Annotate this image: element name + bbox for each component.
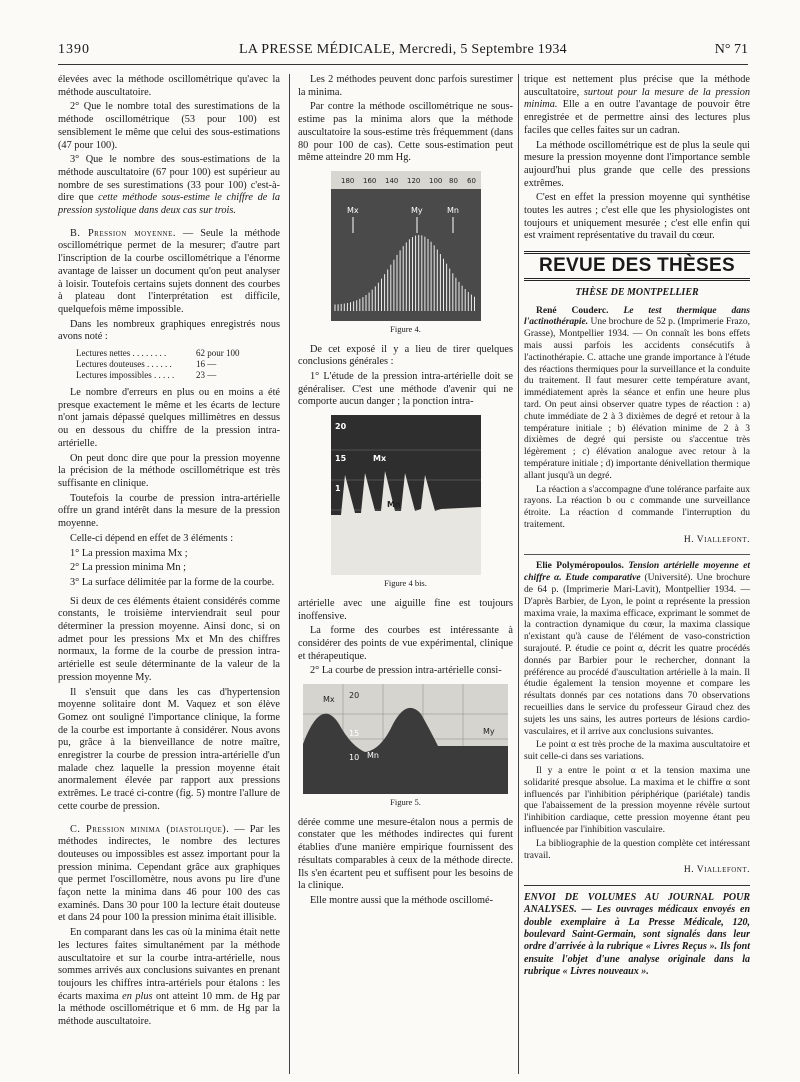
figure-caption: Figure 5.	[390, 797, 421, 808]
paragraph: Les 2 méthodes peuvent donc parfois surestimer la minima.	[298, 74, 513, 98]
list-item: 1° La pression maxima Mx ;	[70, 547, 188, 559]
paragraph: Toutefois la courbe de pression intra-artérielle offre un grand intérêt dans la mesure de la pression moyenne.	[58, 492, 280, 530]
paragraph: De cet exposé il y a lieu de tirer quelques conclusions générales :	[298, 343, 513, 368]
scale-label: 120	[406, 176, 420, 185]
mx-label: Mx	[372, 454, 386, 464]
subsection-title: THÈSE DE MONTPELLIER	[575, 286, 699, 298]
paragraph: La méthode oscillométrique est de plus la seule qui mesure la pression moyenne dont l'importance semble aujourd'hui plus grande que celle des pressions extrêmes.	[524, 139, 750, 189]
column-left	[58, 74, 280, 1031]
signature: H. Viallefont.	[683, 865, 750, 876]
mn-label: Mn	[367, 751, 379, 761]
column-right	[524, 74, 750, 978]
scale-label: 15	[349, 729, 360, 739]
scale-label: 20	[334, 422, 346, 432]
mx-label: Mx	[323, 695, 335, 705]
signature: H. Viallefont.	[683, 534, 750, 545]
section-title-revue-des-theses: REVUE DES THÈSES	[524, 251, 750, 281]
paragraph: Il y a entre le point α et la tension maxima une solidarité presque absolue. La maxima et le chiffre α sont influencés par l'inhibition périphérique (pariétale) tandis que l'abaissement de la pression moyenne révèle surtout l'inhibition cardiaque, cette pression moyenne étant peu influencée par l'inhibition vasculaire.	[524, 765, 750, 835]
my-label: My	[483, 727, 495, 737]
paragraph: 3° Que le nombre des sous-estimations de la méthode auscultatoire (67 pour 100) est supérieur au nombre de ses surestimations (33 pour 100) c'est-à-dire que cette méthode sous-estime le chiffre de la pression systolique dans deux cas sur trois.	[58, 154, 280, 217]
paragraph: Celle-ci dépend en effet de 3 éléments :	[70, 532, 234, 544]
scale-label: 140	[384, 176, 398, 185]
paragraph: B. Pression moyenne. — Seule la méthode oscillométrique permet de la mesurer; d'autre part l'inscription de la courbe oscillométrique a l'énorme avantage de laisser un document qu'on peut analyser à loisir. Toutefois certains sujets donnent des courbes à plateau dont l'interprétation est difficile, quelquefois même impossible.	[58, 227, 280, 315]
journal-title: LA PRESSE MÉDICALE, Mercredi, 5 Septembre 1934	[239, 42, 567, 57]
scale-label: 20	[349, 691, 360, 701]
paragraph: dérée comme une mesure-étalon nous a permis de constater que les méthodes indirectes qui furent établies d'une manière empirique fournissent des résultats comparables à ceux de la méthode directe. Ils s'en écartent peu et suffisent pour les besoins de la clinique.	[298, 816, 513, 892]
page-header	[58, 40, 748, 65]
paragraph: La réaction a s'accompagne d'une tolérance parfaite aux rayons. La réaction b ou c commande une surveillance étroite. La réaction d commande l'interruption du traitement.	[524, 484, 750, 530]
paragraph: Dans les nombreux graphiques enregistrés nous avons noté :	[58, 318, 280, 343]
paragraph: C'est en effet la pression moyenne qui synthétise toutes les autres ; c'est elle que les physiologistes ont toujours et uniquement mesurée ; c'est elle enfin qui est vraiment représentative du travail du cœur.	[524, 192, 750, 242]
paragraph: La bibliographie de la question complète cet intéressant travail.	[524, 838, 750, 861]
section-heading: C. Pression minima (diastolique).	[70, 823, 230, 835]
paragraph: Le nombre d'erreurs en plus ou en moins a été presque exactement le même et les écarts de lecture n'ont jamais dépassé quelques millimètres en dessus ou en dessous du chiffre de la pression intra-artérielle.	[58, 387, 280, 449]
paragraph: On peut donc dire que pour la pression moyenne la précision de la méthode oscillométrique est très suffisante en clinique.	[58, 452, 280, 489]
page-number: 1390	[58, 42, 90, 57]
notice-envoi-volumes: ENVOI DE VOLUMES AU JOURNAL POUR ANALYSES. — Les ouvrages médicaux envoyés en double exemplaire à La Presse Médicale, 120, boulevard Saint-Germain, sont signalés dans leur ordre d'arrivée à la rubrique « Livres Reçus ». Ils font ensuite l'objet d'une analyse originale dans la rubrique « Livres nouveaux ».	[524, 885, 750, 978]
paragraph: 2° Que le nombre total des surestimations de la méthode oscillométrique (53 pour 100) est sensiblement le même que celui des sous-estimations (47 pour 100).	[58, 101, 280, 151]
scale-label: 15	[334, 454, 346, 464]
divider	[524, 554, 750, 555]
scale-label: 10	[349, 753, 360, 763]
scale-label: 60	[466, 176, 476, 185]
mn-label: Mn	[446, 205, 459, 215]
paragraph: élevées avec la méthode oscillométrique qu'avec la méthode auscultatoire.	[58, 74, 280, 98]
paragraph: Le point α est très proche de la maxima auscultatoire et suit celle-ci dans ses variations.	[524, 740, 750, 763]
scale-label: 80	[448, 176, 458, 185]
paragraph: Par contre la méthode oscillométrique ne sous-estime pas la minima alors que la méthode auscultatoire la sous-estime très fréquemment (dans 80 pour 100 de cas). Cette sous-estimation peut même atteindre 20 mm Hg.	[298, 101, 513, 164]
scale-label: 1	[334, 484, 341, 494]
figure-caption: Figure 4 bis.	[384, 578, 427, 589]
figure-4bis-pressure-curve	[331, 415, 481, 575]
paragraph: C. Pression minima (diastolique). — Par les méthodes indirectes, le nombre des lectures douteuses ou impossibles est assez important pour la pression minima. Cependant grâce aux graphiques que permet l'oscillomètre, nous avons pu lire d'une façon nette la minima dans 46 pour 100 des cas examinés. Dans 30 pour 100 la lecture était douteuse et dans 24 pour 100 la pression minima était illisible.	[58, 823, 280, 924]
figure-caption: Figure 4.	[390, 323, 421, 334]
mx-label: Mx	[346, 205, 359, 215]
issue-number: N° 71	[714, 42, 748, 57]
table-row: Lectures douteuses . . . . . . 16 —	[76, 359, 217, 370]
paragraph: artérielle avec une aiguille fine est toujours inoffensive.	[298, 597, 513, 622]
review-entry: René Couderc. Le test thermique dans l'actinothérapie. Une brochure de 52 p. (Imprimerie Frazo, Grasse), Montpellier 1934. — On connaît les bons effets mais aussi parfois les accidents consécutifs à l'actinothérapie. C. attache une grande importance à l'étude des réactions thermiques pour la surveillance et la conduite du traitement. Il faut mesurer cette température avant, immédiatement après la séance et enfin une heure plus tard. On peut ainsi observer quatre types de réaction : a) chute immédiate de 2 à 3 dixièmes de degré et retour à la température initiale ; b) élévation minime de 2 à 3 dixièmes de degré qui persiste ou s'accentue très légèrement ; c) élévation analogue avec retour à la température initiale ; d) importante dénivellation thermique allant jusqu'à un degré.	[524, 305, 751, 481]
readings-table	[76, 348, 280, 381]
list-item: 3° La surface délimitée par la forme de la courbe.	[70, 576, 275, 588]
list-item: 2° La pression minima Mn ;	[70, 562, 186, 574]
section-heading: B. Pression moyenne.	[70, 227, 176, 239]
paragraph: Si deux de ces éléments étaient considérés comme constants, le troisième interviendrait seul pour déterminer la pression moyenne. Ainsi donc, si on admet pour les pressions Mx et Mn des chiffres normaux, la forme de la courbe de pression intra-artérielle est seule déterminante de la valeur de la pression moyenne My.	[58, 595, 280, 683]
column-divider	[289, 74, 290, 1074]
figure-5-pressure-curve	[303, 684, 508, 794]
figure-4-oscillogram	[331, 171, 481, 321]
paragraph: La forme des courbes est intéressante à considérer des points de vue expérimental, clinique et thérapeutique.	[298, 625, 513, 662]
paragraph: 2° La courbe de pression intra-artérielle consi-	[310, 665, 502, 677]
paragraph: trique est nettement plus précise que la méthode auscultatoire, surtout pour la mesure de la pression minima. Elle a en outre l'avantage de pouvoir être enregistrée et de permettre ainsi des lectures plus faciles que celles faites sur un cadran.	[524, 74, 750, 136]
table-row: Lectures nettes . . . . . . . . 62 pour 100	[76, 348, 240, 359]
paragraph: 1° L'étude de la pression intra-artérielle doit se généraliser. C'est une méthode d'avenir qui ne comporte aucun danger ; la ponction intra-	[298, 371, 513, 408]
table-row: Lectures impossibles . . . . . 23 —	[76, 370, 217, 381]
review-entry: Elie Polyméropoulos. Tension artérielle moyenne et chiffre α. Etude comparative (Université). Une brochure de 64 p. (Imprimerie Mari-Lavit), Montpellier 1934. — D'après Barbier, de Lyon, le point α représente la pression maxima vraie, la maxima efficace, exprimant le sommet de la contraction dynamique du cœur, la maxima classique n'existant qu'à cause de l'élément de vaso-constriction surajouté. P. étudie ce point α, décrit les quatre procédés donnés par Barbier pour le rechercher, donnant la préférence au procédé d'auscultation artérielle à la main. Il étudie également la tension moyenne et compare les résultats donnés par ces notations dans 70 observations recueillies dans le service du professeur Giraud chez des sujets les uns sains, les autres porteurs de lésions cardio-vasculaires, et il arrive aux conclusions suivantes.	[524, 561, 750, 737]
scale-label: 160	[362, 176, 376, 185]
scale-label: 100	[428, 176, 442, 185]
scale-label: 180	[340, 176, 354, 185]
paragraph: En comparant dans les cas où la minima était nette les lectures faites simultanément par la méthode auscultatoire et sur la courbe intra-artérielle, nous sommes arrivés aux conclusions suivantes en prenant toujours les chiffres intra-artériels pour étalons : les écarts maxima en plus ont atteint 10 mm. de Hg par la méthode oscillométrique et 6 mm. de Hg par la méthode auscultatoire.	[58, 927, 281, 1028]
column-middle	[298, 74, 513, 910]
column-divider	[518, 74, 519, 1074]
mn-label: Mn	[386, 500, 401, 510]
paragraph: Elle montre aussi que la méthode oscillomé-	[310, 894, 494, 906]
my-label: My	[410, 205, 423, 215]
paragraph: Il s'ensuit que dans les cas d'hypertension moyenne solitaire dont M. Vaquez et son élève Gomez ont souligné l'importance clinique, la forme de la courbe est importante à considérer. Nous avons pu, grâce à la bienveillance de notre maître, enregistrer la courbe de pression intra-artérielle d'un malade chez laquelle la pression moyenne était anormalement élevée par rapport aux pressions extrêmes. Le tracé ci-contre (fig. 5) montre l'allure de cette courbe de pression.	[58, 686, 280, 812]
